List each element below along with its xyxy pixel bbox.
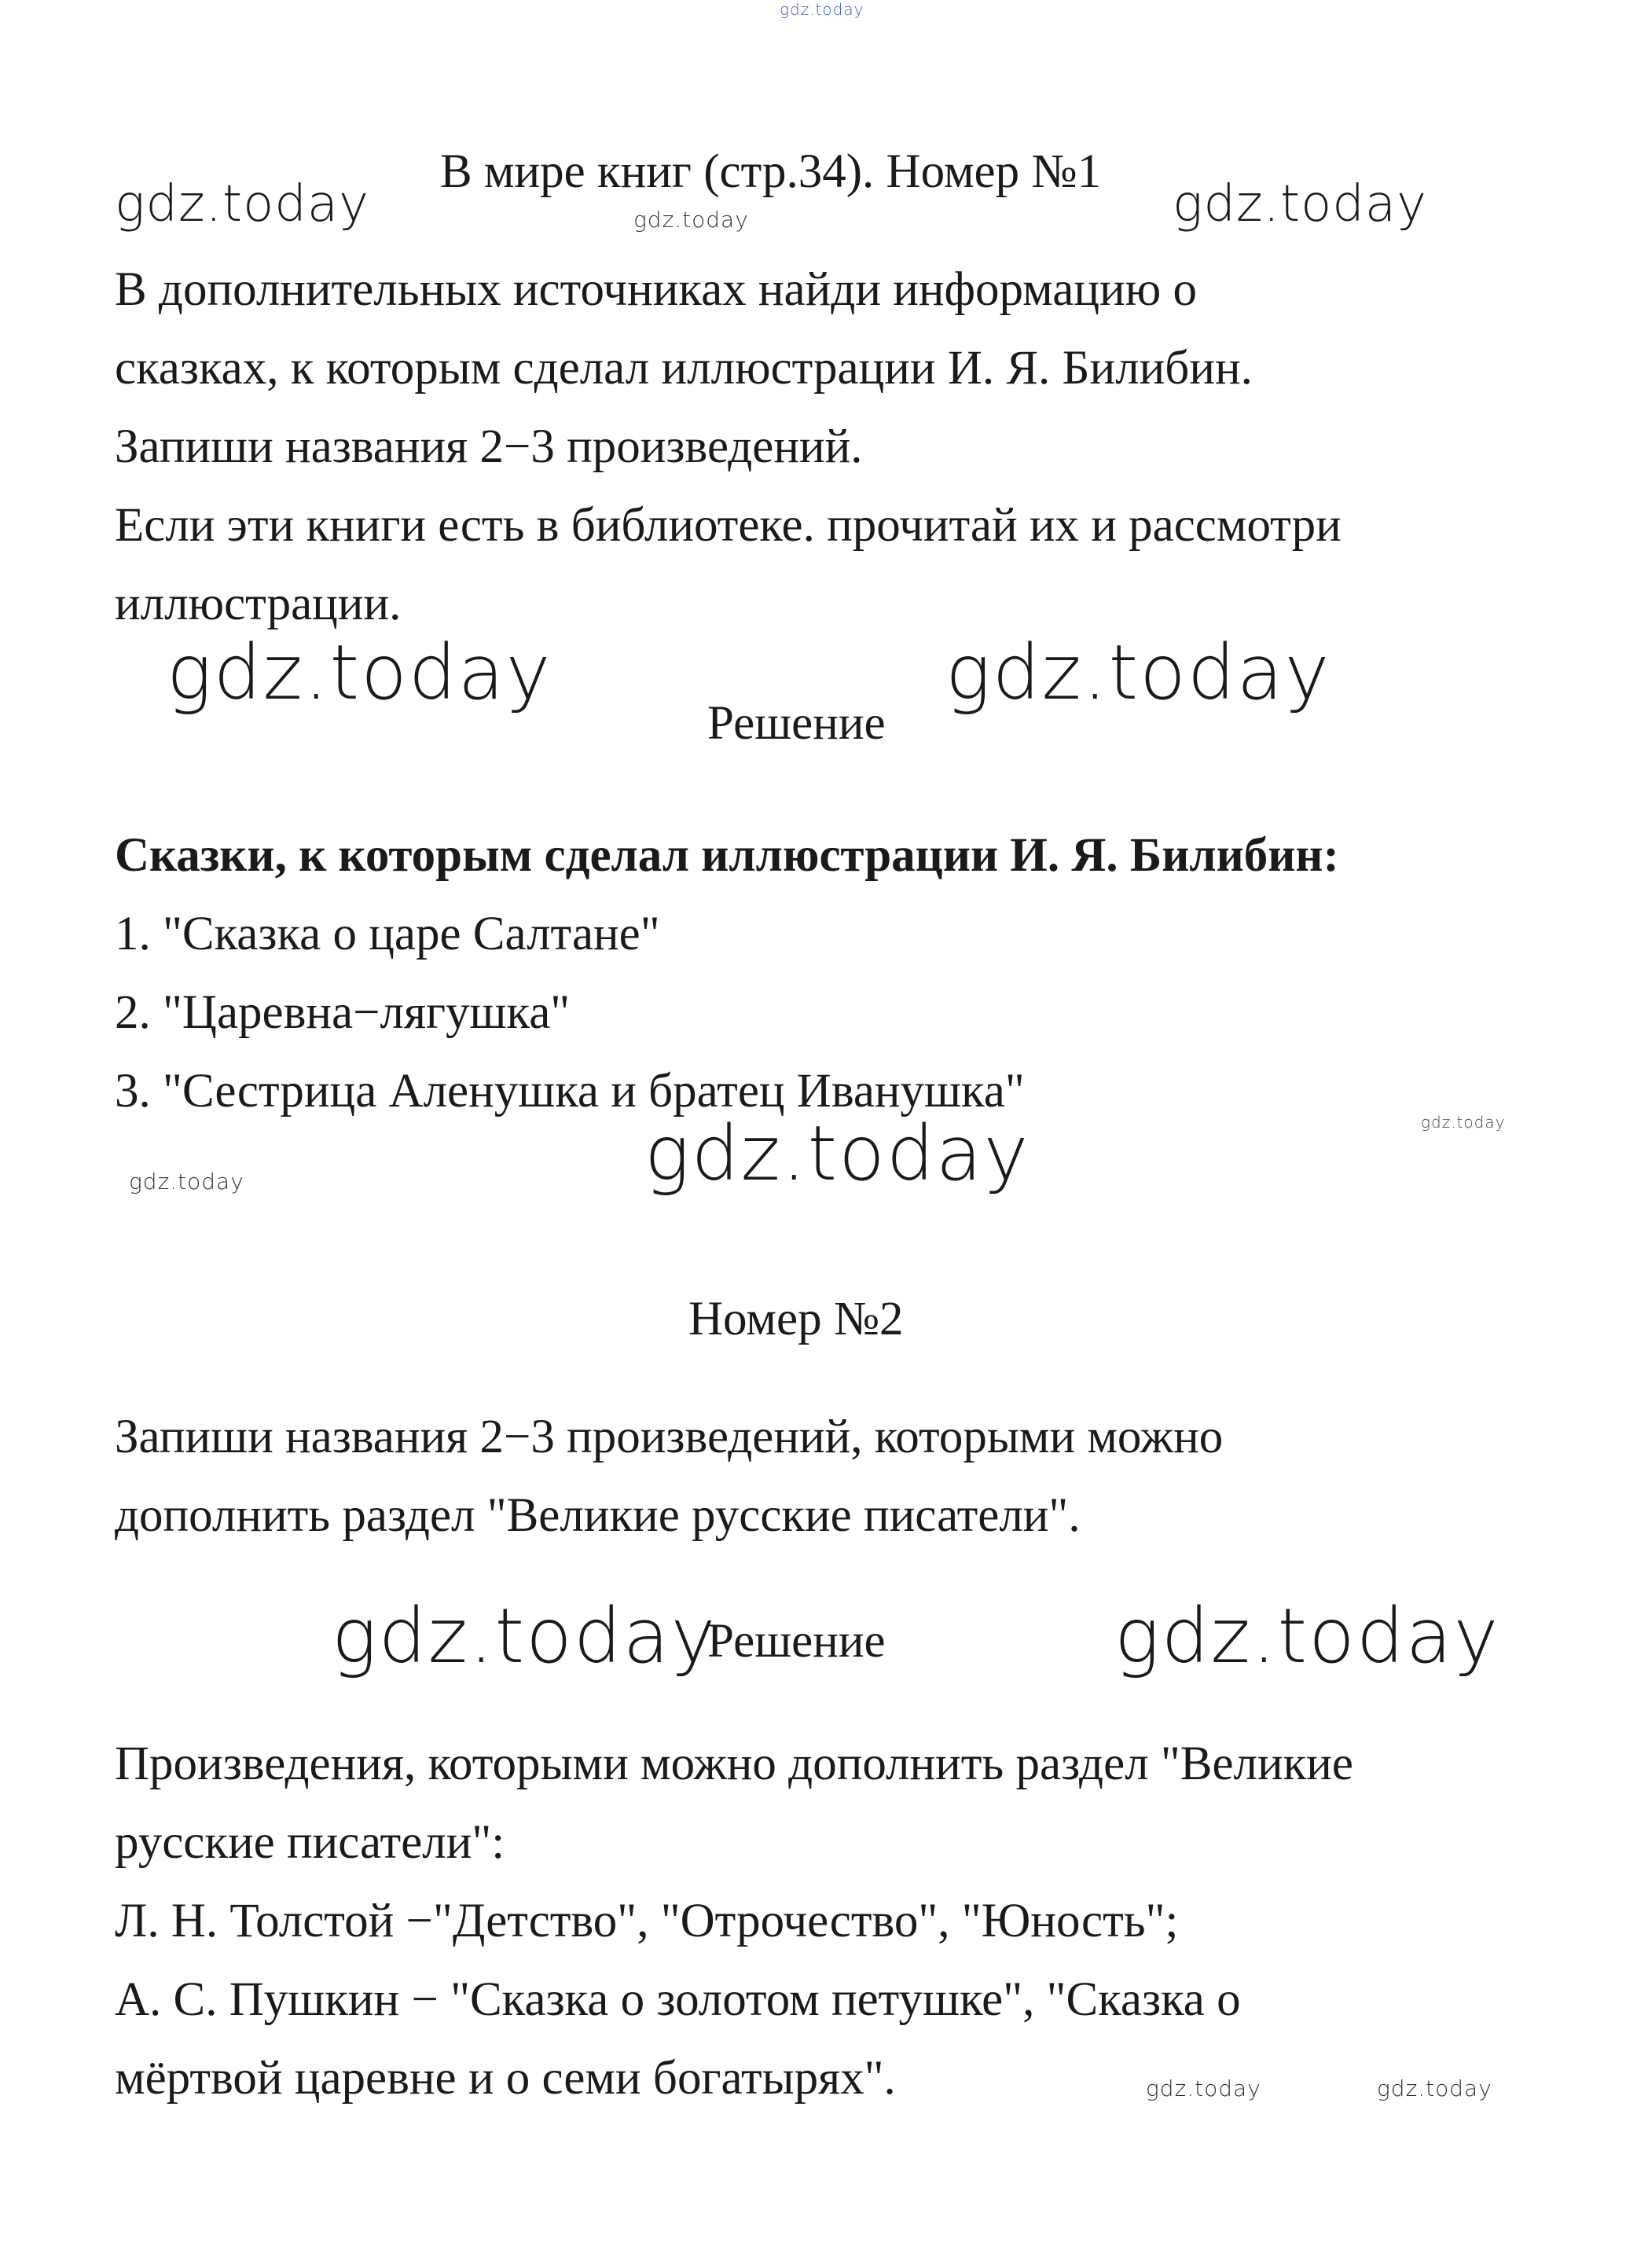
task1-line: иллюстрации. [115,578,402,630]
watermark-header-left: gdz.today [115,175,369,233]
task1-solution-label: Решение [707,697,886,750]
watermark-task1-left: gdz.today [167,629,552,717]
task2-answer-line: русские писатели": [115,1816,505,1869]
task1-answer-item: 3. "Сестрица Аленушка и братец Иванушка" [115,1065,1025,1117]
watermark-task1-right: gdz.today [945,629,1331,717]
watermark-mid-center: gdz.today [644,1110,1030,1198]
task1-answer-heading: Сказки, к которым сделал иллюстрации И. Я. Билибин: [115,829,1339,882]
watermark-task2-left: gdz.today [332,1592,718,1680]
watermark-small-right: gdz.today [1421,1113,1506,1132]
watermark-header-right: gdz.today [1173,175,1427,233]
task2-answer-line: А. С. Пушкин − "Сказка о золотом петушке", "Сказка о [115,1973,1241,2026]
task1-line: сказках, к которым сделал иллюстрации И. Я. Билибин. [115,342,1253,395]
task1-line: Запиши названия 2−3 произведений. [115,420,863,473]
task1-answer-item: 2. "Царевна−лягушка" [115,986,571,1039]
task1-line: В дополнительных источниках найди информацию о [115,263,1197,316]
watermark-top: gdz.today [780,0,864,19]
task2-answer-line: мёртвой царевне и о семи богатырях". [115,2052,896,2105]
watermark-bottom-right: gdz.today [1377,2075,1492,2101]
task1-answer-item: 1. "Сказка о царе Салтане" [115,908,660,960]
watermark-bottom-left: gdz.today [1146,2075,1261,2101]
task2-solution-label: Решение [707,1615,886,1668]
task1-line: Если эти книги есть в библиотеке. прочитай их и рассмотри [115,499,1342,552]
watermark-mid-left: gdz.today [129,1169,244,1195]
task1-title: В мире книг (стр.34). Номер №1 [440,145,1102,198]
task2-answer-line: Произведения, которыми можно дополнить раздел "Великие [115,1738,1353,1790]
task2-line: дополнить раздел "Великие русские писатели". [115,1489,1081,1542]
task2-title: Номер №2 [688,1293,904,1345]
watermark-under-title: gdz.today [633,207,749,233]
task2-answer-line: Л. Н. Толстой −"Детство", "Отрочество", "Юность"; [115,1895,1179,1947]
task2-line: Запиши названия 2−3 произведений, которыми можно [115,1411,1224,1463]
watermark-task2-right: gdz.today [1114,1592,1500,1680]
